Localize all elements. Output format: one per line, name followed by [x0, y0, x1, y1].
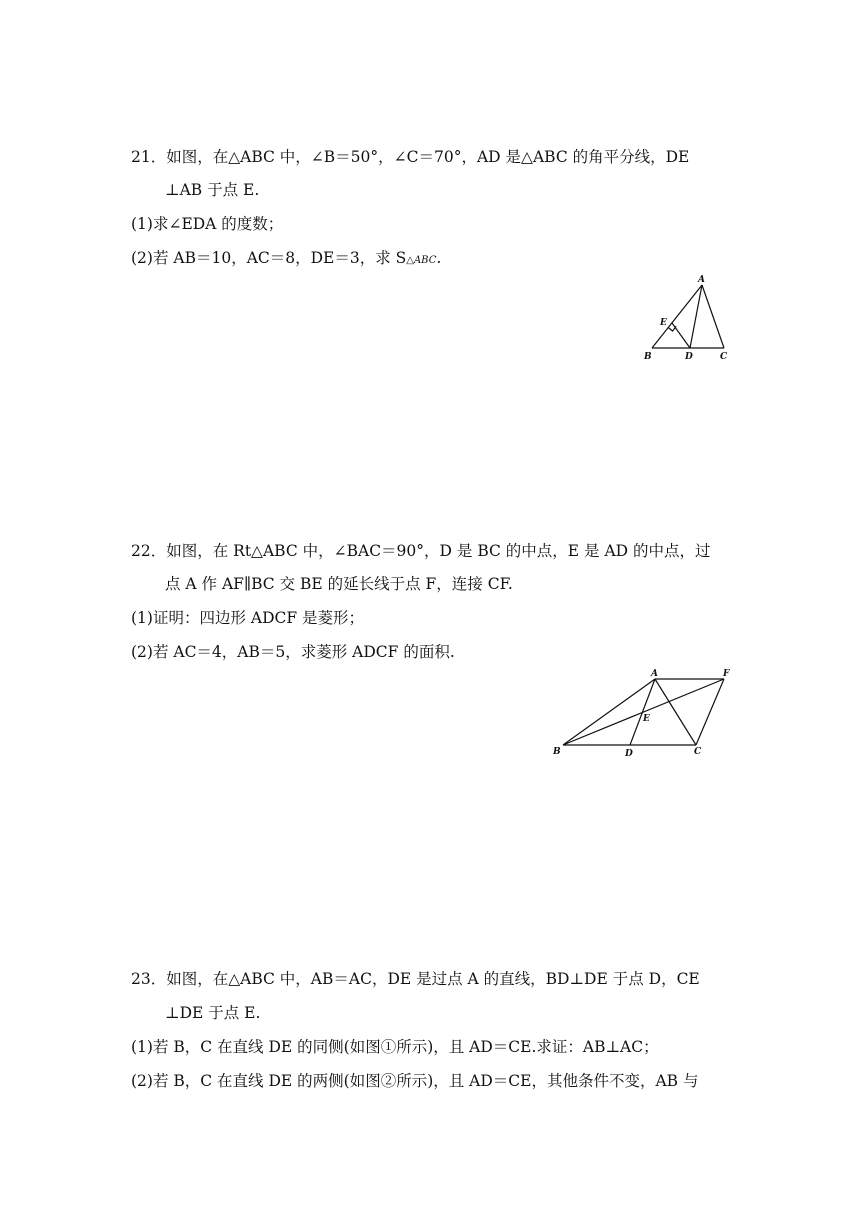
q21-label-c: C — [720, 352, 728, 362]
q21-part2-end: . — [436, 249, 442, 267]
q22-stem-line2: 点 A 作 AF∥BC 交 BE 的延长线于点 F，连接 CF. — [165, 575, 513, 593]
q23-stem-line1: 23．如图，在△ABC 中，AB＝AC，DE 是过点 A 的直线，BD⊥DE 于点 D，CE — [131, 970, 700, 988]
q21-figure — [640, 272, 735, 364]
q22-part1: (1)证明：四边形 ADCF 是菱形； — [131, 609, 365, 627]
q22-stem-line1: 22．如图，在 Rt△ABC 中，∠BAC＝90°，D 是 BC 的中点，E 是 AD 的中点，过 — [131, 542, 711, 560]
q21-part2-subscript: △ABC — [406, 255, 437, 266]
q23-part2: (2)若 B，C 在直线 DE 的两侧(如图②所示)，且 AD＝CE，其他条件不变，AB 与 — [131, 1072, 699, 1090]
q22-part2: (2)若 AC＝4，AB＝5，求菱形 ADCF 的面积. — [131, 643, 455, 661]
q22-label-b: B — [553, 747, 561, 757]
q21-segment-ad — [690, 285, 702, 348]
q22-label-c: C — [694, 747, 702, 757]
q21-label-b: B — [644, 352, 652, 362]
q21-label-d: D — [685, 352, 693, 362]
q21-label-a: A — [698, 275, 705, 285]
q22-label-d: D — [625, 749, 633, 759]
q22-figure — [548, 668, 738, 762]
q21-label-e: E — [660, 318, 667, 328]
q21-side-ac — [702, 285, 724, 348]
q21-segment-de — [672, 323, 690, 348]
q21-part2-text: (2)若 AB＝10，AC＝8，DE＝3，求 S — [131, 249, 407, 267]
q22-label-a: A — [651, 669, 658, 679]
q21-stem-line1: 21．如图，在△ABC 中，∠B＝50°，∠C＝70°，AD 是△ABC 的角平分线，DE — [131, 148, 690, 166]
q21-part1: (1)求∠EDA 的度数； — [131, 215, 284, 233]
q21-stem-line2: ⊥AB 于点 E. — [165, 181, 260, 199]
q22-side-ac — [655, 679, 696, 745]
q21-side-ab — [652, 285, 702, 348]
q23-stem-line2: ⊥DE 于点 E. — [165, 1004, 261, 1022]
q22-label-e: E — [643, 714, 650, 724]
q22-side-ab — [563, 679, 655, 745]
q22-label-f: F — [723, 669, 730, 679]
q21-right-angle-mark — [668, 326, 676, 331]
q23-part1: (1)若 B，C 在直线 DE 的同侧(如图①所示)，且 AD＝CE.求证：AB⊥AC； — [131, 1038, 659, 1056]
q21-part2 — [131, 248, 441, 271]
